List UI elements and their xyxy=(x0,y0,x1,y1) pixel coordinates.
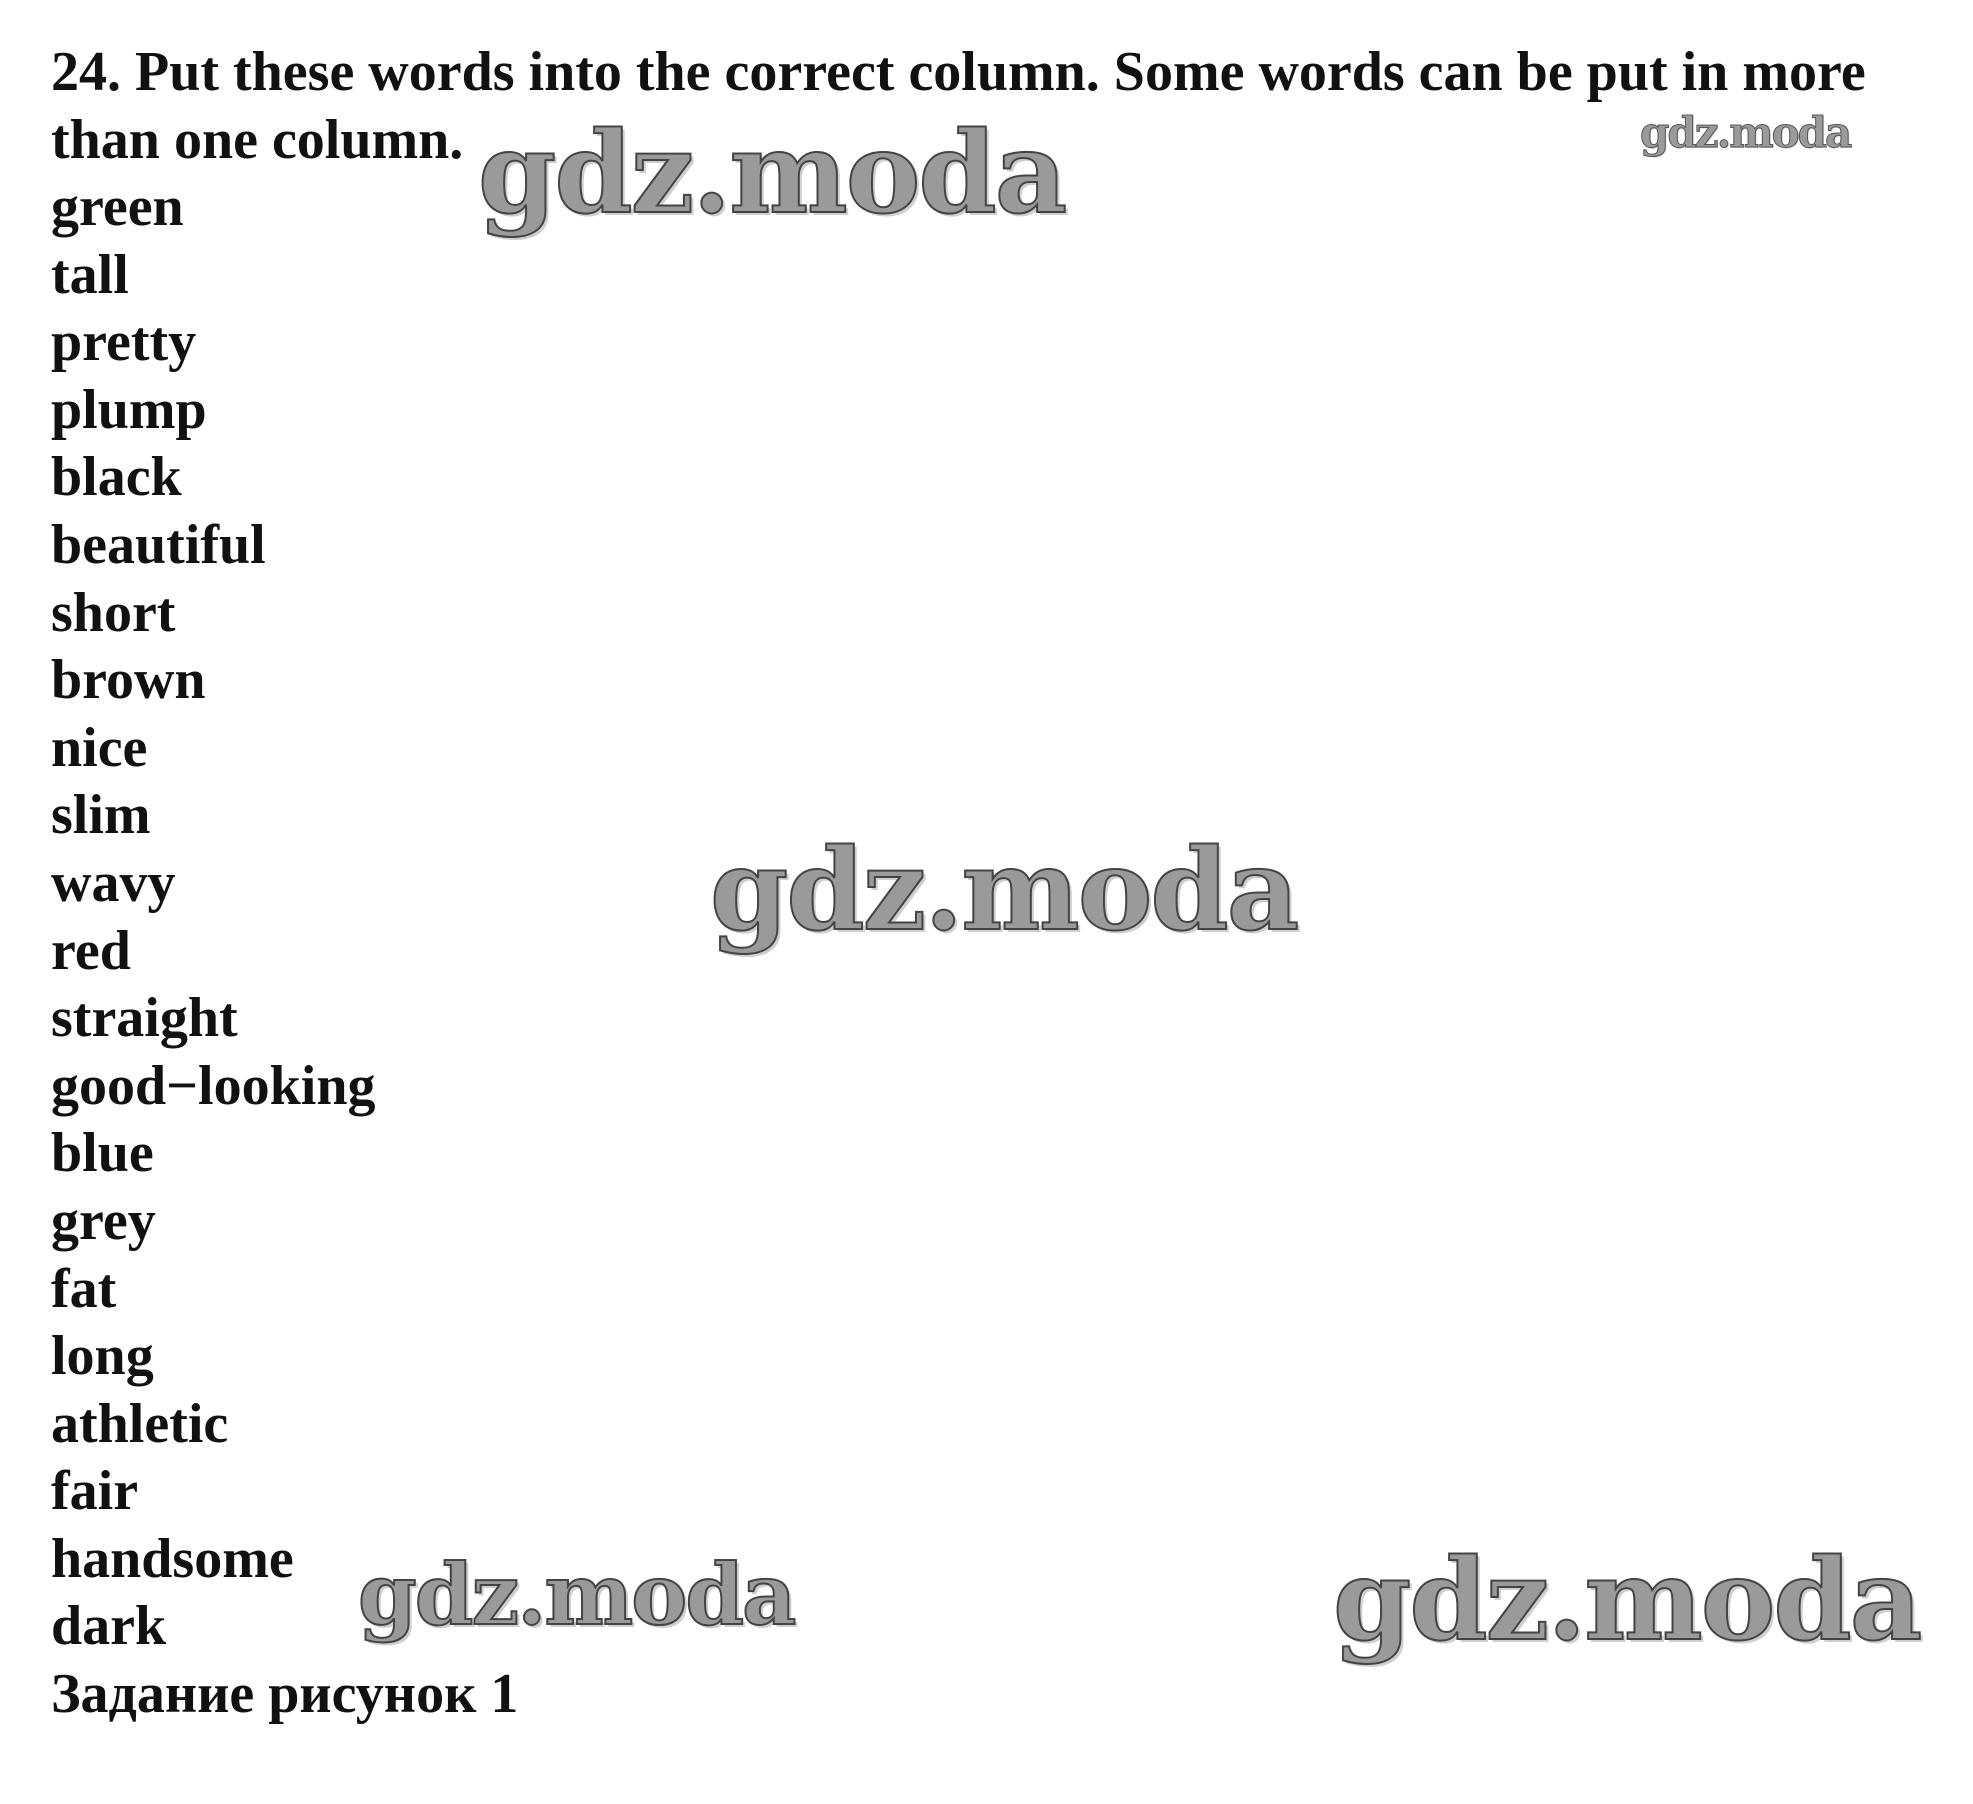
watermark: gdz.moda xyxy=(478,108,1066,239)
word-item: athletic xyxy=(51,1392,229,1455)
word-item: tall xyxy=(51,243,129,306)
word-item: black xyxy=(51,446,182,509)
word-item: dark xyxy=(51,1595,167,1658)
word-item: short xyxy=(51,581,176,644)
word-item: red xyxy=(51,919,131,982)
word-item: handsome xyxy=(51,1527,294,1590)
word-item: straight xyxy=(51,987,238,1050)
word-item: wavy xyxy=(51,851,176,914)
word-item: slim xyxy=(51,784,151,847)
word-item: pretty xyxy=(51,311,197,374)
watermark: gdz.moda xyxy=(710,825,1298,956)
figure-caption: Задание рисунок 1 xyxy=(51,1663,519,1726)
word-item: beautiful xyxy=(51,513,266,576)
word-item: long xyxy=(51,1325,154,1388)
word-item: good−looking xyxy=(51,1054,376,1117)
watermark: gdz.moda xyxy=(1640,108,1851,157)
watermark: gdz.moda xyxy=(358,1545,795,1644)
word-item: blue xyxy=(51,1122,154,1185)
word-item: fair xyxy=(51,1460,139,1523)
word-item: fat xyxy=(51,1257,117,1320)
watermark: gdz.moda xyxy=(1333,1535,1921,1666)
word-item: green xyxy=(51,176,184,238)
word-item: plump xyxy=(51,378,207,441)
word-item: grey xyxy=(51,1189,156,1252)
word-item: nice xyxy=(51,716,148,779)
task-title: 24. Put these words into the correct column. Some words can be put in more than one column. xyxy=(51,41,1866,171)
word-item: brown xyxy=(51,649,206,712)
